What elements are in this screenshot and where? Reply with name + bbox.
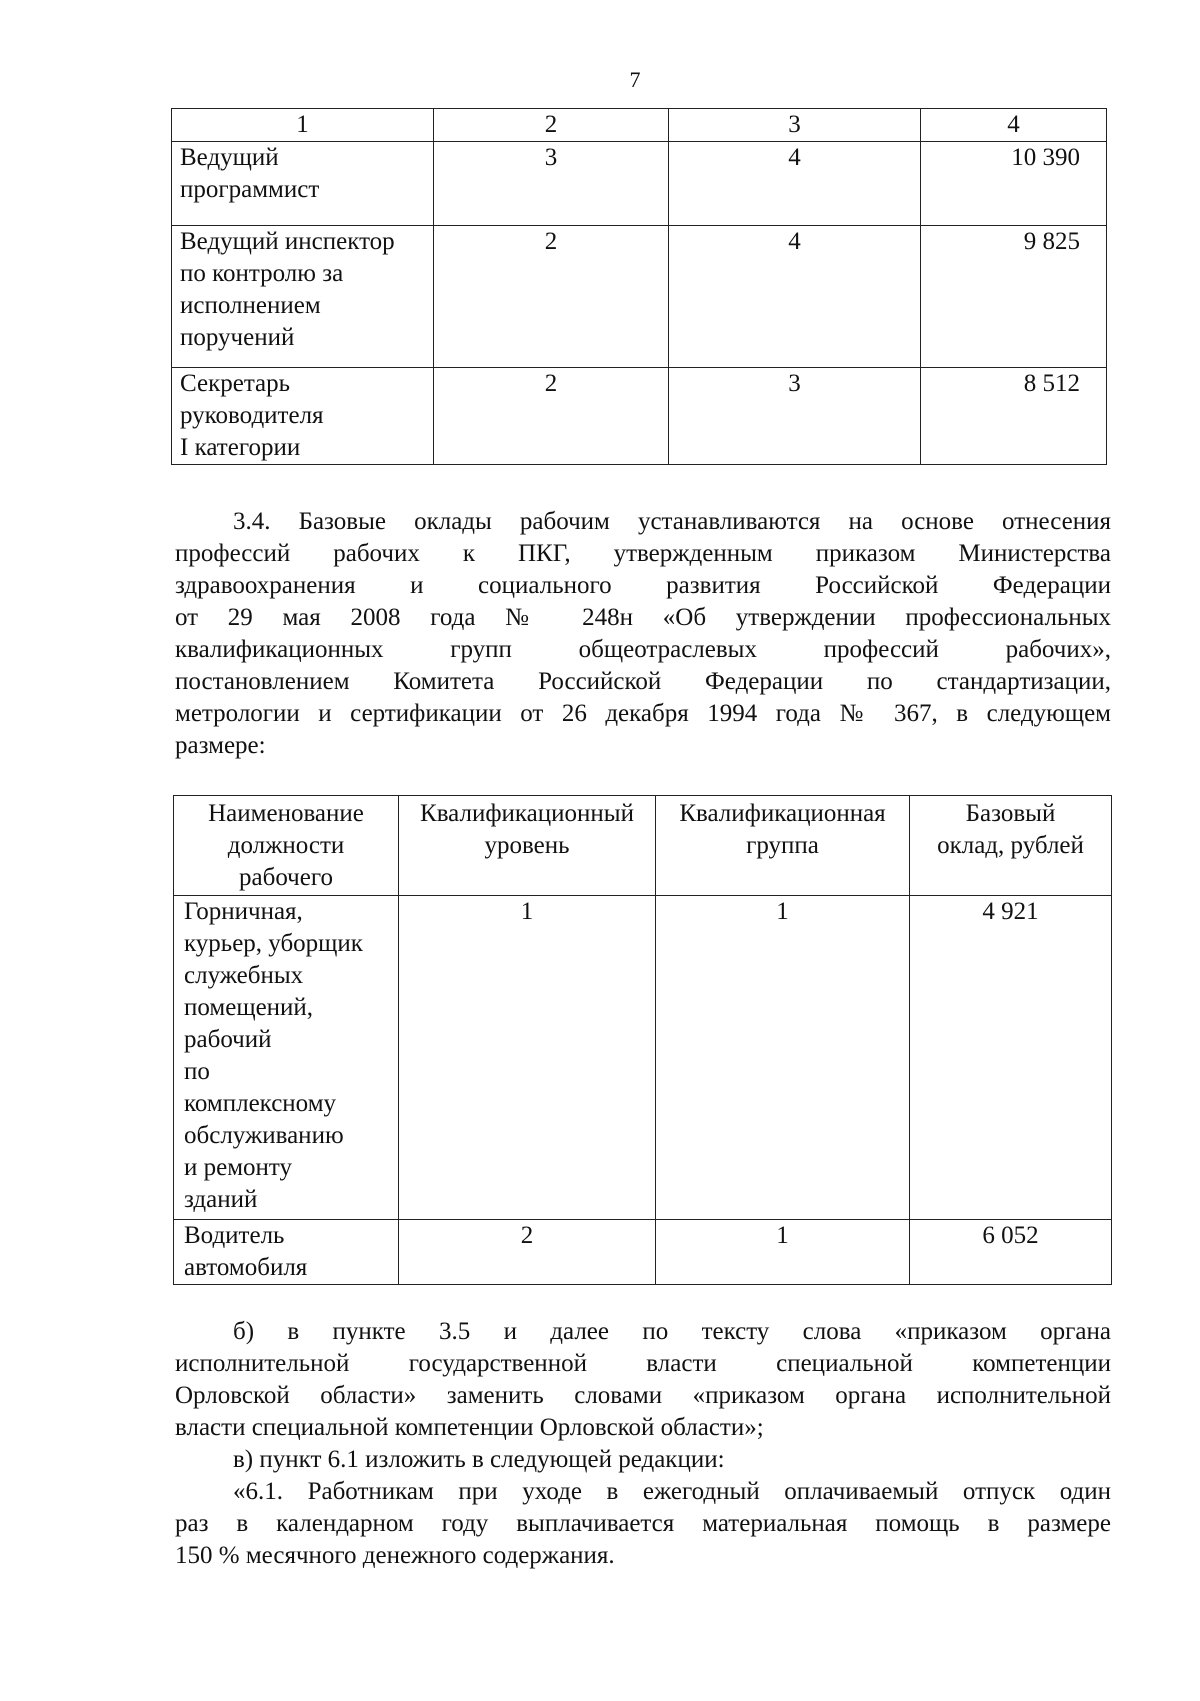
qual-group-cell: 3 (669, 368, 921, 465)
header-base-salary: Базовый оклад, рублей (910, 796, 1112, 896)
header-cell: 1 (172, 109, 434, 142)
salary-cell: 4 921 (910, 896, 1112, 1220)
table-row (172, 226, 1107, 368)
qual-group-cell: 4 (669, 142, 921, 226)
header-position: Наименование должности рабочего (174, 796, 399, 896)
qual-level-cell: 2 (434, 226, 669, 368)
qual-level-cell: 2 (434, 368, 669, 465)
position-cell: Ведущий программист (172, 142, 434, 226)
table-header-row (172, 109, 1107, 142)
table-row (172, 142, 1107, 226)
salary-cell: 8 512 (921, 368, 1107, 465)
table-row (172, 368, 1107, 465)
qual-group-cell: 1 (656, 896, 910, 1220)
paragraph-v: в) пункт 6.1 изложить в следующей редакции: (233, 1446, 725, 1473)
salary-cell: 6 052 (910, 1220, 1112, 1285)
qual-level-cell: 2 (399, 1220, 656, 1285)
position-cell: Секретарь руководителя I категории (172, 368, 434, 465)
table-row (174, 1220, 1112, 1285)
position-cell: Ведущий инспектор по контролю за исполнением поручений (172, 226, 434, 368)
header-qual-level: Квалификационный уровень (399, 796, 656, 896)
header-cell: 3 (669, 109, 921, 142)
qual-group-cell: 4 (669, 226, 921, 368)
position-cell: Водитель автомобиля (174, 1220, 399, 1285)
paragraph-3-4: 3.4. Базовые оклады рабочим устанавливаются на основе отнесения профессий рабочих к ПКГ, утвержденным приказом Министерства здравоохранения и социального развития Российской Федерации от 29 мая 2008 года № 248н «Об утверждении профессиональных квалификационных групп общеотраслевых профессий рабочих», постановлением Комитета Российской Федерации по стандартизации, метрологии и сертификации от 26 декабря 1994 года № 367, в следующем размере: (175, 508, 1111, 759)
qual-level-cell: 1 (399, 896, 656, 1220)
paragraph-b: б) в пункте 3.5 и далее по тексту слова «приказом органа исполнительной государственной власти специальной компетенции Орловской области» заменить словами «приказом органа исполнительной власти специальной компетенции Орловской области»; (175, 1318, 1111, 1441)
page-number: 7 (629, 67, 641, 92)
workers-salary-table (173, 795, 1112, 1285)
table-row (174, 896, 1112, 1220)
qual-group-cell: 1 (656, 1220, 910, 1285)
position-cell: Горничная, курьер, уборщик служебных помещений, рабочий по комплексному обслуживанию и ремонту зданий (174, 896, 399, 1220)
header-cell: 2 (434, 109, 669, 142)
salary-cell: 10 390 (921, 142, 1107, 226)
header-qual-group: Квалификационная группа (656, 796, 910, 896)
paragraph-6-1: «6.1. Работникам при уходе в ежегодный оплачиваемый отпуск один раз в календарном году выплачивается материальная помощь в размере 150 % месячного денежного содержания. (175, 1478, 1111, 1569)
salary-table-continued (171, 108, 1107, 465)
header-cell: 4 (921, 109, 1107, 142)
qual-level-cell: 3 (434, 142, 669, 226)
salary-cell: 9 825 (921, 226, 1107, 368)
table-header-row (174, 796, 1112, 896)
